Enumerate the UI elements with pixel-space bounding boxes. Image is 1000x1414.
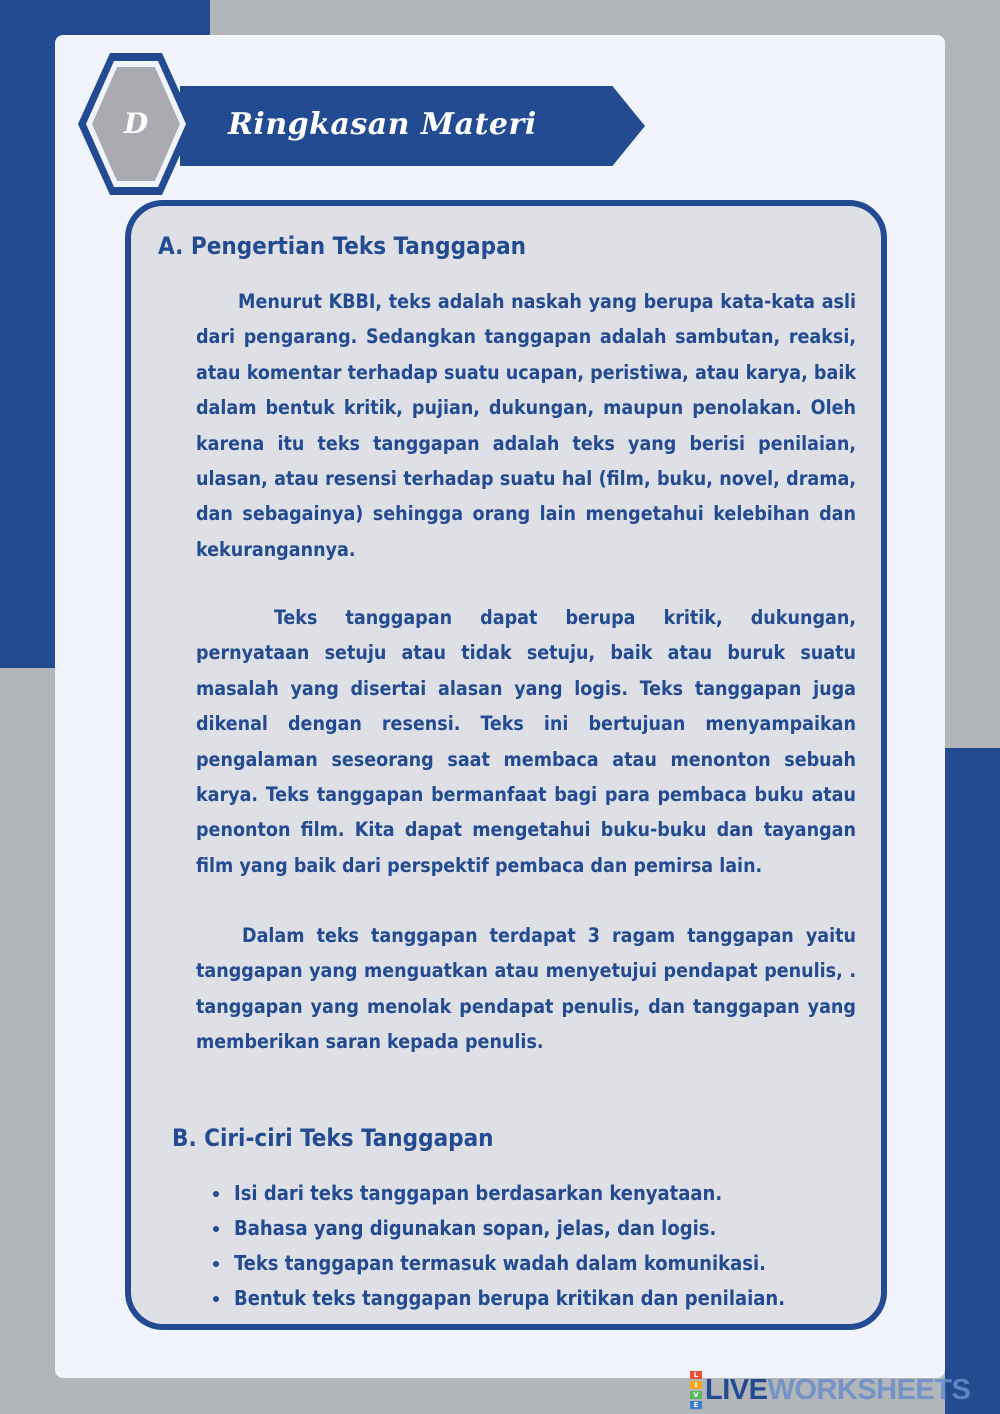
paragraph-types: Dalam teks tanggapan terdapat 3 ragam tanggapan yaitu tanggapan yang menguatkan atau menyetujui pendapat penulis, . tanggapan yang menolak pendapat penulis, dan tanggapan yang memberikan saran kepada penulis. (196, 924, 856, 1054)
paragraph-definition: Menurut KBBI, teks adalah naskah yang berupa kata-kata asli dari pengarang. Sedangkan tanggapan adalah sambutan, reaksi, atau komentar terhadap suatu ucapan, peristiwa, atau karya, baik dalam bentuk kritik, pujian, dukungan, maupun penolakan. Oleh karena itu teks tanggapan adalah teks yang berisi penilaian, ulasan, atau resensi terhadap suatu hal (film, buku, novel, drama, dan sebagainya) sehingga orang lain mengetahui kelebihan dan kekurangannya. (196, 290, 856, 561)
watermark-text (705, 1374, 970, 1407)
list-item: Bentuk teks tanggapan berupa kritikan dan penilaian. (210, 1281, 785, 1316)
logo-letter: E (690, 1401, 702, 1409)
liveworksheets-watermark (690, 1372, 970, 1408)
banner-title: Ringkasan Materi (228, 107, 537, 142)
section-b-heading: B. Ciri-ciri Teks Tanggapan (172, 1124, 494, 1152)
logo-letter: V (690, 1391, 702, 1399)
section-a-heading: A. Pengertian Teks Tanggapan (158, 232, 527, 260)
paragraph-forms: Teks tanggapan dapat berupa kritik, dukungan, pernyataan setuju atau tidak setuju, baik atau buruk suatu masalah yang disertai alasan yang logis. Teks tanggapan juga dikenal dengan resensi. Teks ini bertujuan menyampaikan pengalaman seseorang saat membaca atau menonton sebuah karya. Teks tanggapan bermanfaat bagi para pembaca buku atau penonton film. Kita dapat mengetahui buku-buku dan tayangan film yang baik dari perspektif pembaca dan pemirsa lain. (196, 606, 856, 877)
watermark-live: LIVE (705, 1373, 768, 1406)
badge-letter: D (123, 107, 149, 140)
list-item: Bahasa yang digunakan sopan, jelas, dan logis. (210, 1211, 785, 1246)
background-blue-bottom-right (945, 748, 1000, 1414)
list-item: Isi dari teks tanggapan berdasarkan kenyataan. (210, 1176, 785, 1211)
list-item: Teks tanggapan termasuk wadah dalam komunikasi. (210, 1246, 785, 1281)
logo-letter: I (690, 1381, 702, 1389)
liveworksheets-logo-icon (690, 1370, 702, 1410)
characteristics-list (210, 1176, 785, 1316)
watermark-worksheets: WORKSHEETS (767, 1373, 971, 1406)
logo-letter: L (690, 1371, 702, 1379)
